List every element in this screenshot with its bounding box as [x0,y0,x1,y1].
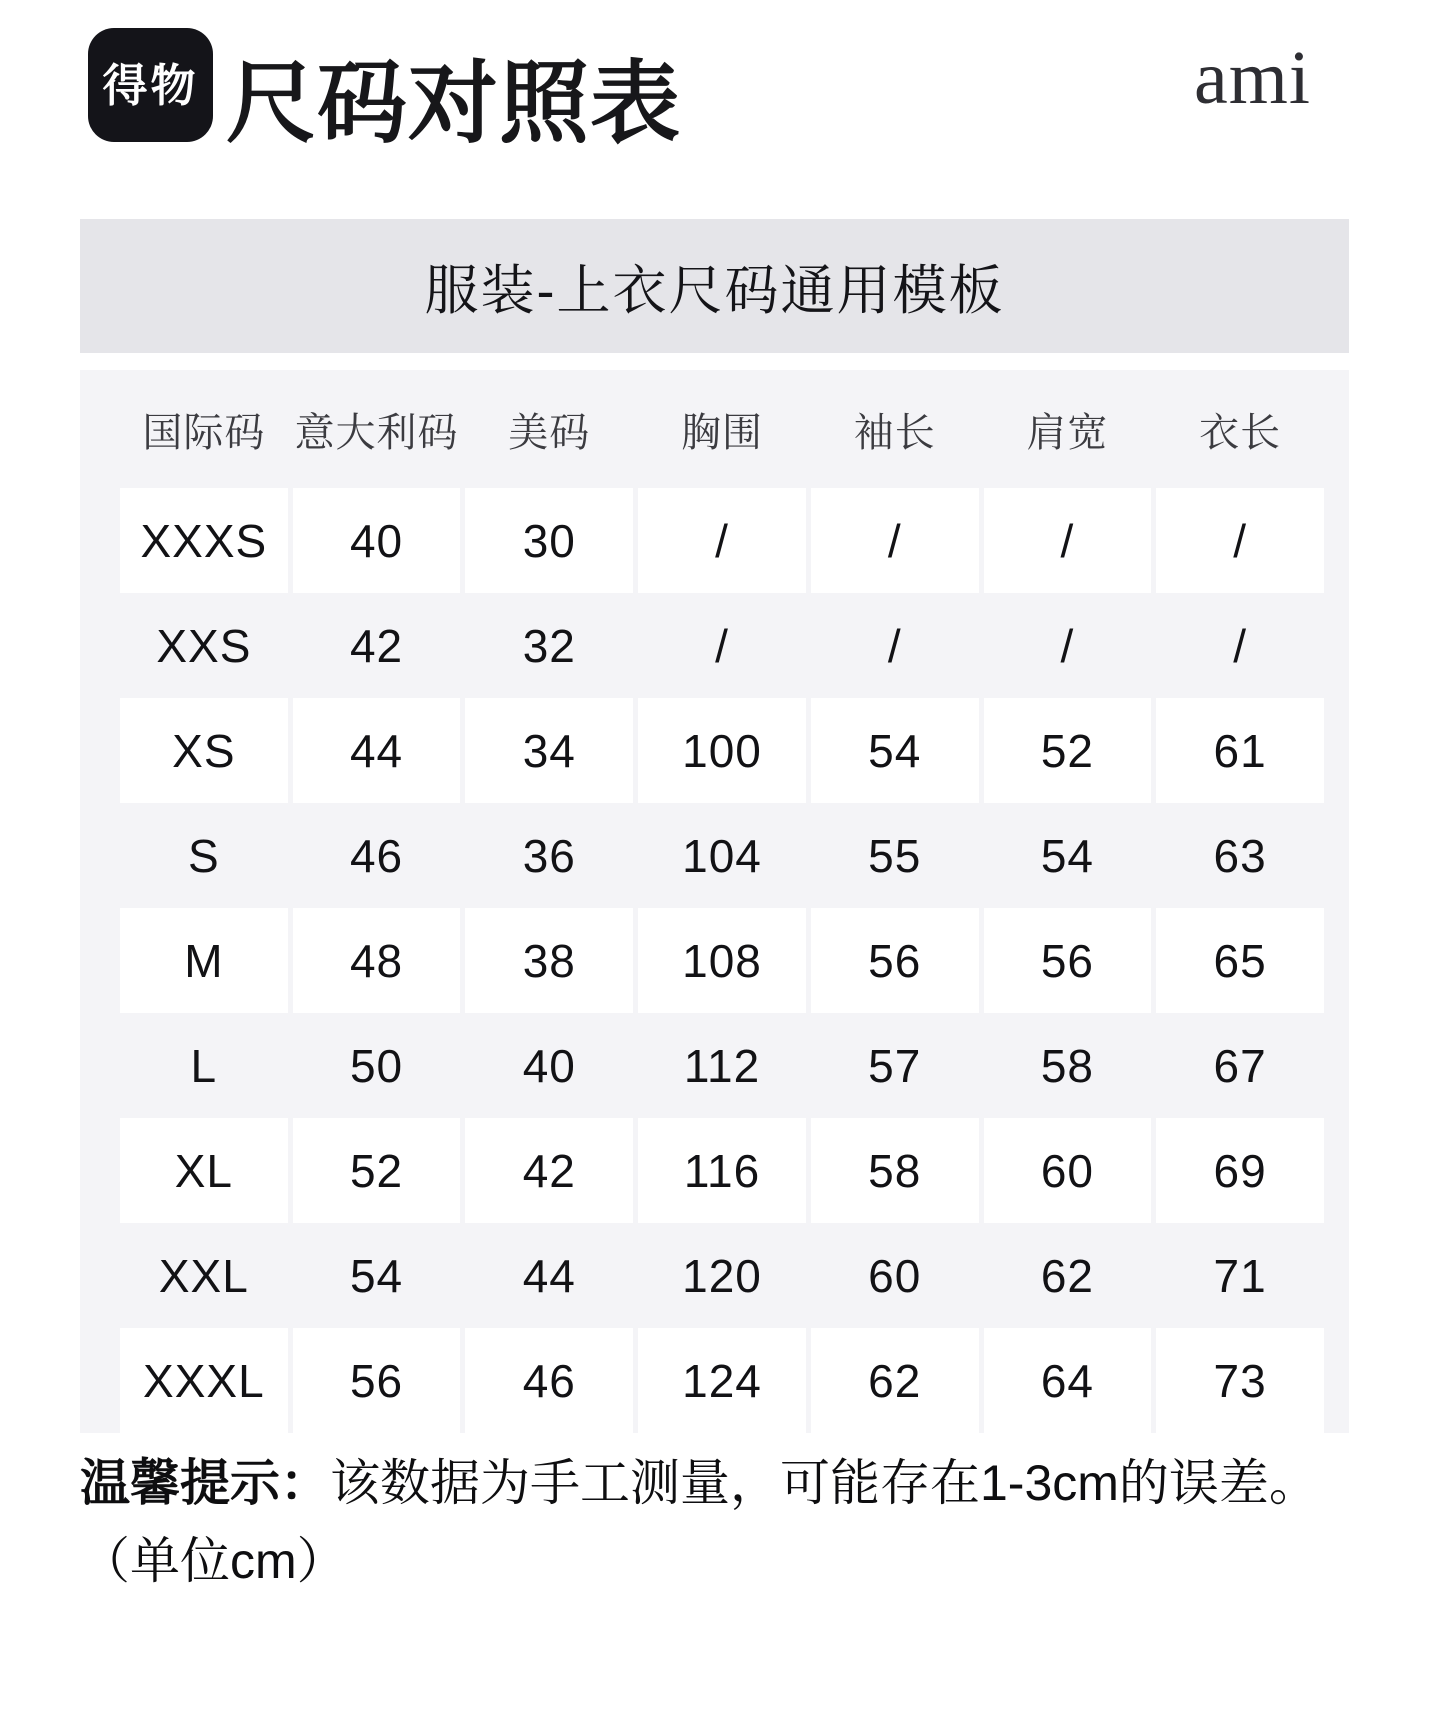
cell-value: 124 [682,1354,762,1407]
cell-value: 112 [683,1039,761,1092]
table-cell [293,908,461,1013]
cell-value: 61 [1213,724,1267,777]
table-cell [120,593,288,698]
table-row [120,908,1324,1013]
table-cell [984,488,1152,593]
table-body [120,488,1324,1433]
cell-value: / [1060,619,1075,672]
table-cell [811,1328,979,1433]
column-header: 意大利码 [294,410,459,455]
table-cell [293,1223,461,1328]
cell-value: 56 [1040,934,1094,987]
table-cell [1156,698,1324,803]
table-cell [465,488,633,593]
column-header: 肩宽 [1026,410,1109,455]
cell-value: 36 [522,829,576,882]
table-row [120,593,1324,698]
table-cell [638,1118,806,1223]
column-header: 胸围 [680,410,763,455]
cell-value: 46 [522,1354,576,1407]
template-banner [80,219,1349,353]
table-cell [465,1118,633,1223]
cell-value: 104 [682,829,762,882]
cell-value: 116 [683,1144,761,1197]
table-cell [1156,1328,1324,1433]
table-cell [984,1223,1152,1328]
cell-value: 58 [868,1144,922,1197]
cell-value: 56 [349,1354,404,1407]
table-cell [638,803,806,908]
table-cell [984,1118,1152,1223]
cell-value: 64 [1040,1354,1094,1407]
cell-value: 38 [522,934,576,987]
table-cell [293,1328,461,1433]
cell-value: XXXL [143,1354,265,1407]
cell-value: 73 [1213,1354,1267,1407]
cell-value: 54 [1040,829,1094,882]
table-cell [465,593,633,698]
table-cell [1156,803,1324,908]
table-cell [465,1013,633,1118]
cell-value: 40 [349,514,404,567]
table-cell [984,1328,1152,1433]
cell-value: 71 [1213,1249,1267,1302]
table-cell [638,1328,806,1433]
cell-value: 52 [349,1144,404,1197]
page-footer [80,1444,1380,1600]
table-cell [465,698,633,803]
table-cell [811,908,979,1013]
table-cell [120,803,288,908]
table-cell [638,908,806,1013]
cell-value: 46 [349,829,404,882]
cell-value: 69 [1213,1144,1267,1197]
cell-value: XS [172,724,236,777]
cell-value: 44 [522,1249,576,1302]
table-header-row [120,370,1324,488]
cell-value: 30 [522,514,576,567]
table-cell [638,1013,806,1118]
table-cell [811,593,979,698]
table-row [120,1223,1324,1328]
cell-value: 55 [868,829,922,882]
cell-value: 65 [1213,934,1267,987]
cell-value: / [1060,514,1075,567]
cell-value: / [715,619,729,672]
cell-value: 34 [522,724,576,777]
table-cell [1156,1013,1324,1118]
table-cell [120,1328,288,1433]
column-header: 衣长 [1199,410,1282,455]
table-cell [638,698,806,803]
cell-value: 57 [868,1039,922,1092]
cell-value: XXL [158,1249,249,1302]
table-row [120,698,1324,803]
notice-line [80,1444,1380,1522]
notice-text: 该数据为手工测量，可能存在1-3cm的误差。 [330,1455,1319,1511]
table-cell [1156,593,1324,698]
notice-label: 温馨提示： [80,1455,330,1511]
table-cell [984,698,1152,803]
cell-value: XXXS [140,514,268,567]
table-cell [811,803,979,908]
table-row [120,1118,1324,1223]
cell-value: / [887,619,902,672]
cell-value: 108 [682,934,762,987]
unit-note: （单位cm） [80,1533,347,1589]
brand-logo-ami: ami [1194,36,1311,120]
table-cell [638,1223,806,1328]
cell-value: XXS [156,619,252,672]
cell-value: 42 [349,619,404,672]
table-cell [638,593,806,698]
cell-value: 60 [1040,1144,1094,1197]
dewu-logo-text: 得物 [102,59,199,111]
dewu-logo [88,28,213,142]
table-cell [811,1013,979,1118]
table-cell [120,698,288,803]
cell-value: / [1233,619,1248,672]
table-cell [293,1118,461,1223]
table-cell [811,1223,979,1328]
column-header: 美码 [508,410,591,455]
banner-title: 服装-上衣尺码通用模板 [424,260,1005,321]
table-cell [120,1118,288,1223]
size-table [80,370,1349,1433]
table-cell [293,698,461,803]
cell-value: 52 [1040,724,1094,777]
table-cell [465,1328,633,1433]
table-cell [120,1013,288,1118]
cell-value: 50 [349,1039,404,1092]
page-title: 尺码对照表 [226,54,681,154]
table-row [120,1328,1324,1433]
cell-value: XL [174,1144,233,1197]
table-cell [293,488,461,593]
cell-value: 42 [522,1144,576,1197]
table-cell [984,593,1152,698]
cell-value: 58 [1040,1039,1094,1092]
cell-value: 60 [868,1249,922,1302]
table-cell [638,488,806,593]
table-cell [984,908,1152,1013]
cell-value: / [1233,514,1248,567]
table-cell [1156,488,1324,593]
table-row [120,803,1324,908]
table-cell [120,1223,288,1328]
table-cell [465,1223,633,1328]
cell-value: L [190,1039,218,1092]
table-cell [293,803,461,908]
cell-value: 120 [682,1249,762,1302]
table-cell [293,1013,461,1118]
cell-value: 32 [522,619,576,672]
table-cell [811,698,979,803]
column-header: 袖长 [853,410,936,455]
cell-value: / [887,514,902,567]
table-cell [984,803,1152,908]
cell-value: 40 [522,1039,576,1092]
table-cell [120,488,288,593]
cell-value: 54 [868,724,922,777]
cell-value: 67 [1213,1039,1267,1092]
table-row [120,1013,1324,1118]
table-cell [811,1118,979,1223]
table-cell [293,593,461,698]
cell-value: 63 [1213,829,1267,882]
table-cell [1156,1223,1324,1328]
cell-value: 56 [868,934,922,987]
cell-value: 54 [349,1249,404,1302]
table-cell [120,908,288,1013]
cell-value: 62 [1040,1249,1094,1302]
cell-value: 100 [682,724,762,777]
table-row [120,488,1324,593]
table-cell [1156,908,1324,1013]
column-header: 国际码 [142,410,266,455]
table-cell [811,488,979,593]
cell-value: 44 [349,724,404,777]
cell-value: / [715,514,729,567]
table-cell [984,1013,1152,1118]
cell-value: 48 [349,934,404,987]
cell-value: M [184,934,224,987]
cell-value: 62 [868,1354,922,1407]
cell-value: S [188,829,220,882]
table-cell [1156,1118,1324,1223]
table-cell [465,803,633,908]
table-cell [465,908,633,1013]
